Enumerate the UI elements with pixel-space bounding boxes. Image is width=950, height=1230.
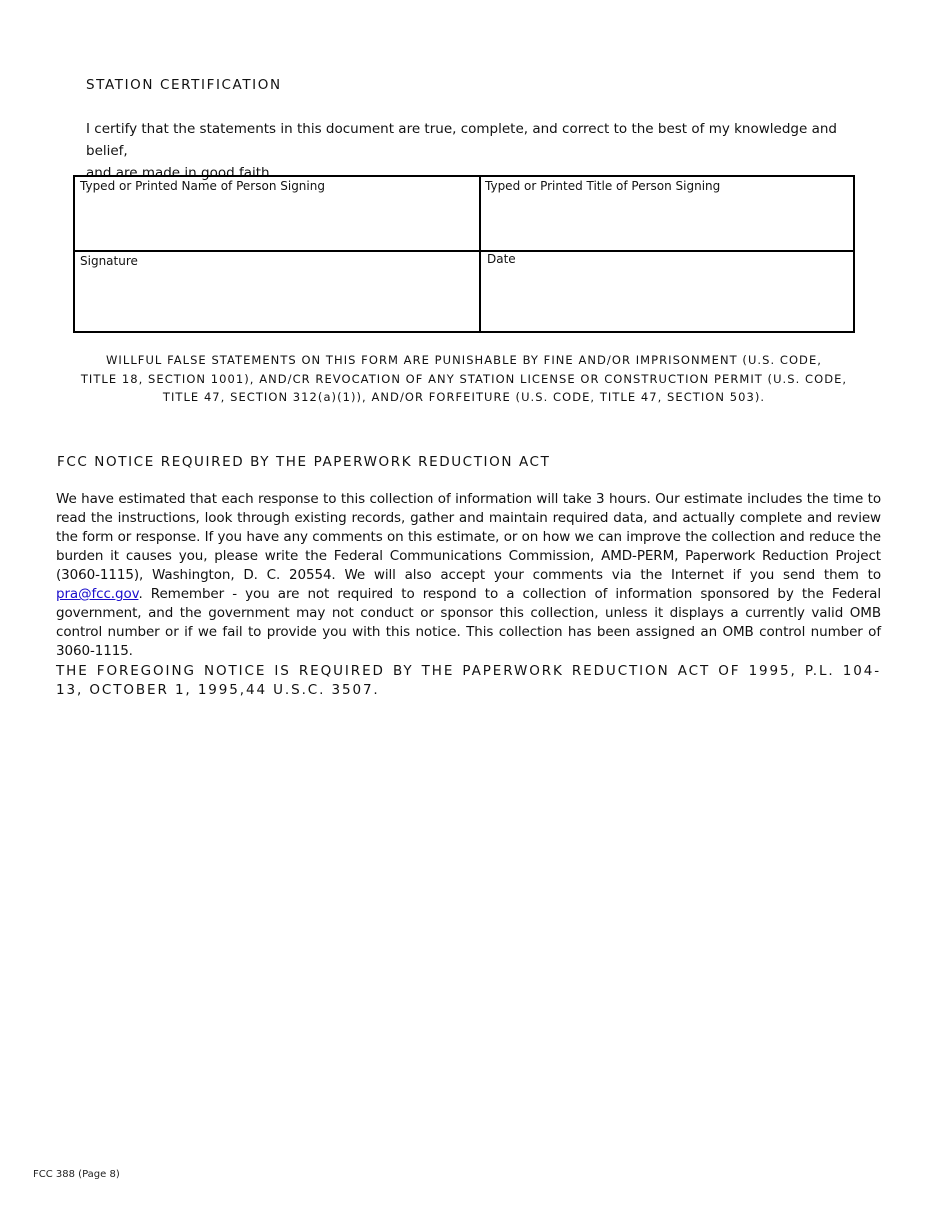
form-page-footer: FCC 388 (Page 8) (33, 1169, 120, 1180)
date-field[interactable] (485, 273, 850, 329)
signature-field[interactable] (80, 273, 475, 329)
table-divider-horizontal (75, 250, 853, 252)
title-field-label: Typed or Printed Title of Person Signing (485, 179, 721, 193)
warning-line-3: TITLE 47, SECTION 312(a)(1)), AND/OR FORFEITURE (U.S. CODE, TITLE 47, SECTION 503). (162, 390, 766, 404)
certification-statement-line-2: and are made in good faith. (86, 165, 274, 181)
name-field[interactable] (80, 197, 475, 247)
warning-line-2: TITLE 18, SECTION 1001), AND/CR REVOCATION OF ANY STATION LICENSE OR CONSTRUCTION PERMIT (U.S. CODE, (80, 371, 848, 386)
fcc-notice-paragraph (56, 490, 881, 661)
station-certification-heading: STATION CERTIFICATION (86, 77, 282, 93)
table-divider-vertical (479, 177, 481, 331)
pra-email-link[interactable]: pra@fcc.gov (56, 586, 139, 602)
foregoing-notice: THE FOREGOING NOTICE IS REQUIRED BY THE PAPERWORK REDUCTION ACT OF 1995, P.L. 104-13, OCTOBER 1, 1995,44 U.S.C. 3507. (56, 663, 881, 698)
title-field[interactable] (485, 197, 850, 247)
fcc-notice-heading: FCC NOTICE REQUIRED BY THE PAPERWORK REDUCTION ACT (57, 454, 551, 470)
notice-text-before-link: We have estimated that each response to this collection of information will take 3 hours. Our estimate includes the time to read the instructions, look through existing records, gather and maintain required data, and actually complete and review the form or response. If you have any comments on this estimate, or on how we can improve the collection and reduce the burden it causes you, please write the Federal Communications Commission, AMD-PERM, Paperwork Reduction Project (3060-1115), Washington, D. C. 20554. We will also accept your comments via the Internet if you send them to (56, 491, 881, 583)
notice-text-after-link: . Remember - you are not required to respond to a collection of information sponsored by the Federal government, and the government may not conduct or sponsor this collection, unless it displays a currently valid OMB control number or if we fail to provide you with this notice. This collection has been assigned an OMB control number of 3060-1115. (56, 586, 881, 659)
signature-table (73, 175, 855, 333)
false-statement-warning (73, 351, 855, 407)
signature-field-label: Signature (80, 254, 138, 268)
date-field-label: Date (487, 252, 516, 266)
warning-line-1: WILLFUL FALSE STATEMENTS ON THIS FORM ARE PUNISHABLE BY FINE AND/OR IMPRISONMENT (U.S. CODE, (106, 353, 822, 367)
certification-statement-line-1: I certify that the statements in this document are true, complete, and correct to the best of my knowledge and belief, (86, 121, 837, 159)
name-field-label: Typed or Printed Name of Person Signing (80, 179, 325, 193)
